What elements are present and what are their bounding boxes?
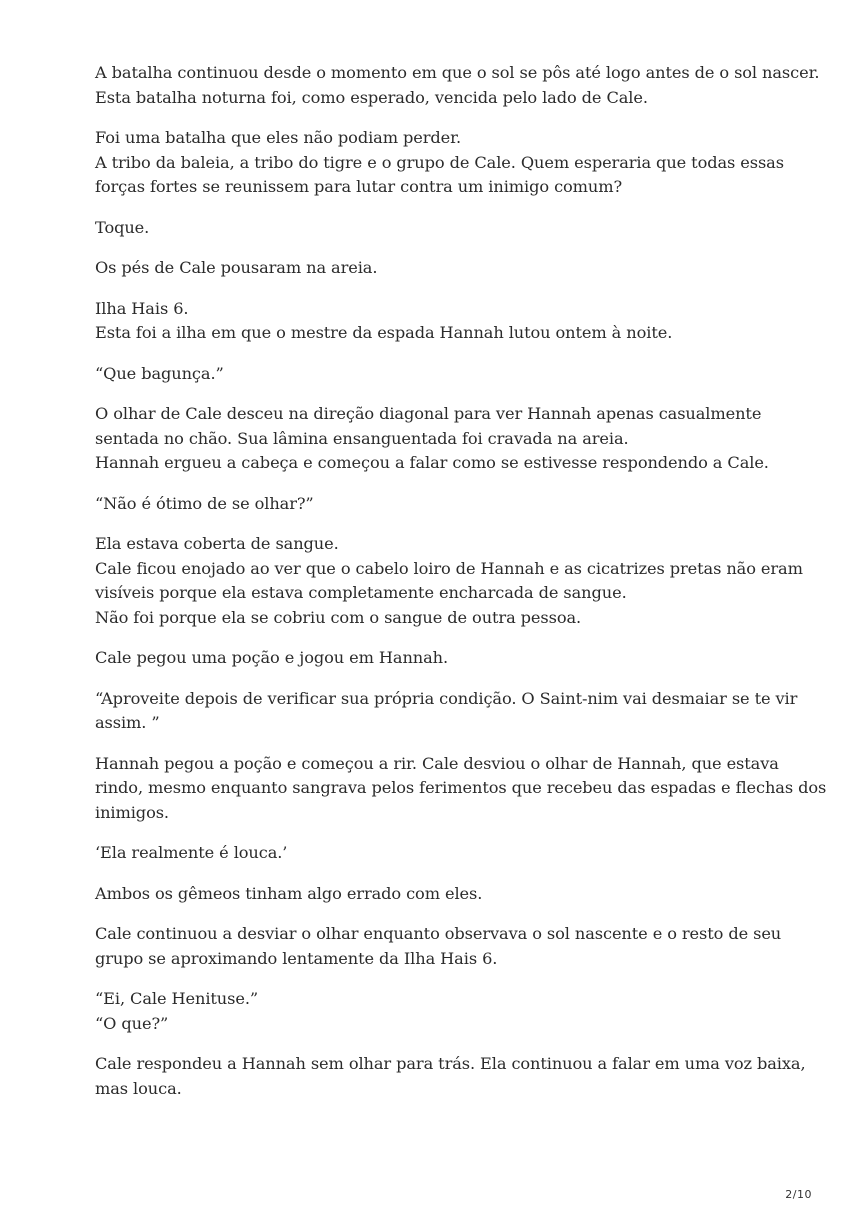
paragraph [95, 646, 795, 671]
text-line: “Aproveite depois de verificar sua própria condição. O Saint-nim vai desmaiar se te vir [95, 688, 798, 708]
text-line: Ilha Hais 6. [95, 298, 189, 318]
text-line: Não foi porque ela se cobriu com o sangue de outra pessoa. [95, 607, 582, 627]
text-line: Esta foi a ilha em que o mestre da espada Hannah lutou ontem à noite. [95, 323, 673, 342]
text-line: “O que?” [95, 1013, 169, 1033]
paragraph [95, 61, 820, 110]
text-line: Cale continuou a desviar o olhar enquanto observava o sol nascente e o resto de seu [95, 924, 782, 943]
text-line: Os pés de Cale pousaram na areia. [95, 258, 378, 277]
text-line: Cale respondeu a Hannah sem olhar para trás. Ela continuou a falar em uma voz baixa, [95, 1054, 806, 1073]
text-line: O olhar de Cale desceu na direção diagonal para ver Hannah apenas casualmente [95, 404, 762, 423]
text-line: Hannah ergueu a cabeça e começou a falar como se estivesse respondendo a Cale. [95, 453, 769, 472]
text-line: “Ei, Cale Henituse.” [95, 989, 259, 1008]
paragraph [95, 922, 795, 971]
text-line: Ambos os gêmeos tinham algo errado com eles. [95, 883, 483, 903]
text-line: ‘Ela realmente é louca.’ [95, 843, 288, 862]
paragraph [95, 882, 795, 907]
paragraph [95, 987, 795, 1036]
text-line: forças fortes se reunissem para lutar contra um inimigo comum? [95, 177, 623, 196]
text-line: sentada no chão. Sua lâmina ensanguentada foi cravada na areia. [95, 428, 629, 448]
paragraph [95, 216, 795, 241]
paragraph [95, 297, 795, 346]
text-line: Hannah pegou a poção e começou a rir. Cale desviou o olhar de Hannah, que estava [95, 753, 779, 773]
paragraph [95, 687, 798, 736]
text-line: Ela estava coberta de sangue. [95, 534, 339, 553]
text-line: Cale ficou enojado ao ver que o cabelo loiro de Hannah e as cicatrizes pretas não eram [95, 558, 803, 578]
paragraph [95, 841, 795, 866]
text-line: inimigos. [95, 802, 169, 822]
text-line: “Que bagunça.” [95, 363, 224, 383]
paragraph [95, 1052, 806, 1101]
paragraph [95, 256, 795, 281]
text-line: visíveis porque ela estava completamente encharcada de sangue. [95, 583, 627, 602]
paragraph [95, 362, 795, 387]
paragraph [95, 402, 795, 476]
paragraph [95, 126, 795, 200]
text-line: Esta batalha noturna foi, como esperado, vencida pelo lado de Cale. [95, 87, 648, 107]
page-number: 2/10 [785, 1188, 812, 1201]
text-line: Foi uma batalha que eles não podiam perder. [95, 128, 462, 147]
paragraph [95, 752, 827, 826]
text-line: A batalha continuou desde o momento em que o sol se pôs até logo antes de o sol nascer. [95, 63, 820, 82]
text-line: mas louca. [95, 1078, 182, 1098]
text-line: A tribo da baleia, a tribo do tigre e o grupo de Cale. Quem esperaria que todas essas [95, 152, 784, 172]
text-line: Cale pegou uma poção e jogou em Hannah. [95, 648, 449, 667]
text-line: assim. ” [95, 713, 160, 732]
text-line: “Não é ótimo de se olhar?” [95, 493, 314, 513]
paragraph [95, 492, 795, 517]
document-body [95, 61, 827, 1117]
text-line: grupo se aproximando lentamente da Ilha Hais 6. [95, 948, 498, 968]
paragraph [95, 532, 803, 630]
text-line: Toque. [95, 217, 150, 237]
text-line: rindo, mesmo enquanto sangrava pelos ferimentos que recebeu das espadas e flechas dos [95, 778, 827, 797]
